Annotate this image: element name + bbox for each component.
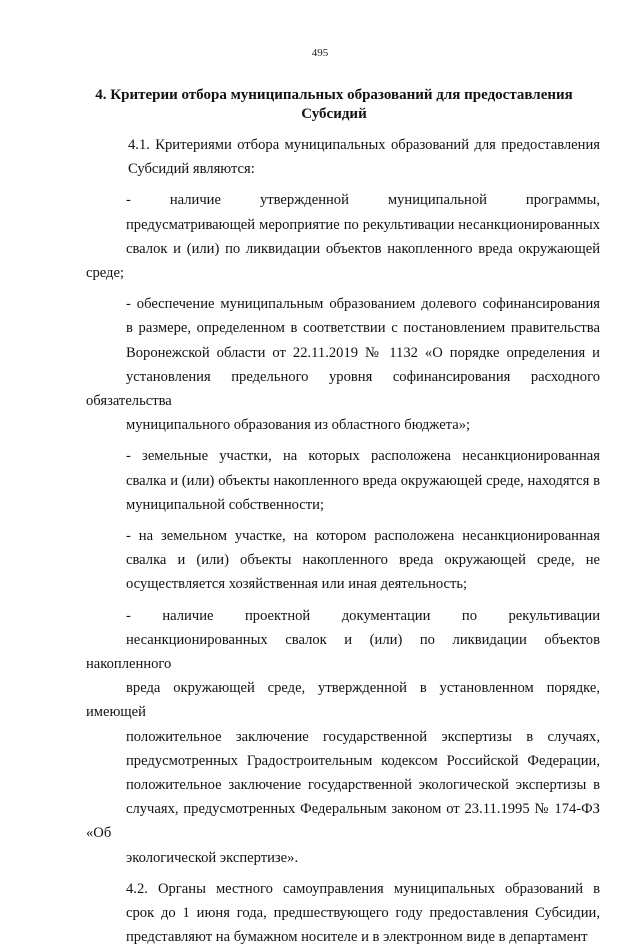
paragraph-gap <box>86 870 600 877</box>
paragraph-p4-2 <box>86 877 600 950</box>
text-line: несанкционированных свалок и (или) по ликвидации объектов накопленного <box>86 631 600 673</box>
text-line: осуществляется хозяйственная или иная деятельность; <box>126 576 468 593</box>
text-line: предусматривающей мероприятие по рекультивации несанкционированных <box>126 216 600 233</box>
text-line: вреда окружающей среде, утвержденной в установленном порядке, имеющей <box>86 680 600 721</box>
document-body <box>86 133 600 950</box>
paragraph-gap <box>86 517 600 524</box>
text-line: Воронежской области от 22.11.2019 № 1132 «О порядке определения и <box>126 344 600 361</box>
text-line: Субсидий являются: <box>128 161 255 178</box>
section-heading <box>86 86 582 124</box>
text-line: экологической экспертизе». <box>126 849 299 866</box>
text-line: 4.2. Органы местного самоуправления муниципальных образований в <box>126 880 600 897</box>
text-line: муниципальной собственности; <box>126 496 325 513</box>
text-line: случаях, предусмотренных Федеральным законом от 23.11.1995 № 174-ФЗ «Об <box>86 801 600 842</box>
text-line: - наличие утвержденной муниципальной программы, <box>126 192 600 209</box>
text-line: свалка и (или) объекты накопленного вреда окружающей среде, находятся в <box>126 472 600 489</box>
text-line: положительное заключение государственной экологической экспертизы в <box>126 777 600 794</box>
section-heading-line-2: Субсидий <box>301 106 367 122</box>
text-line: в размере, определенном в соответствии с постановлением правительства <box>126 320 600 337</box>
paragraph-criterion-program <box>86 188 600 285</box>
paragraph-criterion-cofinancing <box>86 292 600 437</box>
paragraph-gap <box>86 181 600 188</box>
text-line: - на земельном участке, на котором расположена несанкционированная <box>126 528 600 545</box>
text-line: положительное заключение государственной экспертизы в случаях, <box>126 728 600 745</box>
paragraph-gap <box>86 597 600 604</box>
text-line: свалок и (или) по ликвидации объектов накопленного вреда окружающей среде; <box>86 240 600 282</box>
section-heading-line-1: 4. Критерии отбора муниципальных образований для предоставления <box>95 87 573 103</box>
text-line: свалка и (или) объекты накопленного вреда окружающей среде, не <box>126 552 600 569</box>
paragraph-criterion-no-activity <box>86 524 600 597</box>
text-line: представляют на бумажном носителе и в электронном виде в департамент <box>126 929 588 946</box>
paragraph-criterion-design-docs <box>86 604 600 870</box>
paragraph-criterion-ownership <box>86 444 600 517</box>
text-line: предусмотренных Градостроительным кодексом Российской Федерации, <box>126 752 600 769</box>
text-line: - земельные участки, на которых расположена несанкционированная <box>126 448 600 465</box>
text-line: установления предельного уровня софинансирования расходного обязательства <box>86 368 600 410</box>
text-line: срок до 1 июня года, предшествующего году предоставления Субсидии, <box>126 905 600 922</box>
paragraph-gap <box>86 285 600 292</box>
paragraph-p4-1 <box>86 133 600 181</box>
text-line: 4.1. Критериями отбора муниципальных образований для предоставления <box>128 137 600 153</box>
paragraph-gap <box>86 437 600 444</box>
text-line: муниципального образования из областного бюджета»; <box>126 417 471 434</box>
page-number: 495 <box>311 47 329 59</box>
text-line: - обеспечение муниципальным образованием долевого софинансирования <box>126 296 600 313</box>
text-line: - наличие проектной документации по рекультивации <box>126 607 600 624</box>
